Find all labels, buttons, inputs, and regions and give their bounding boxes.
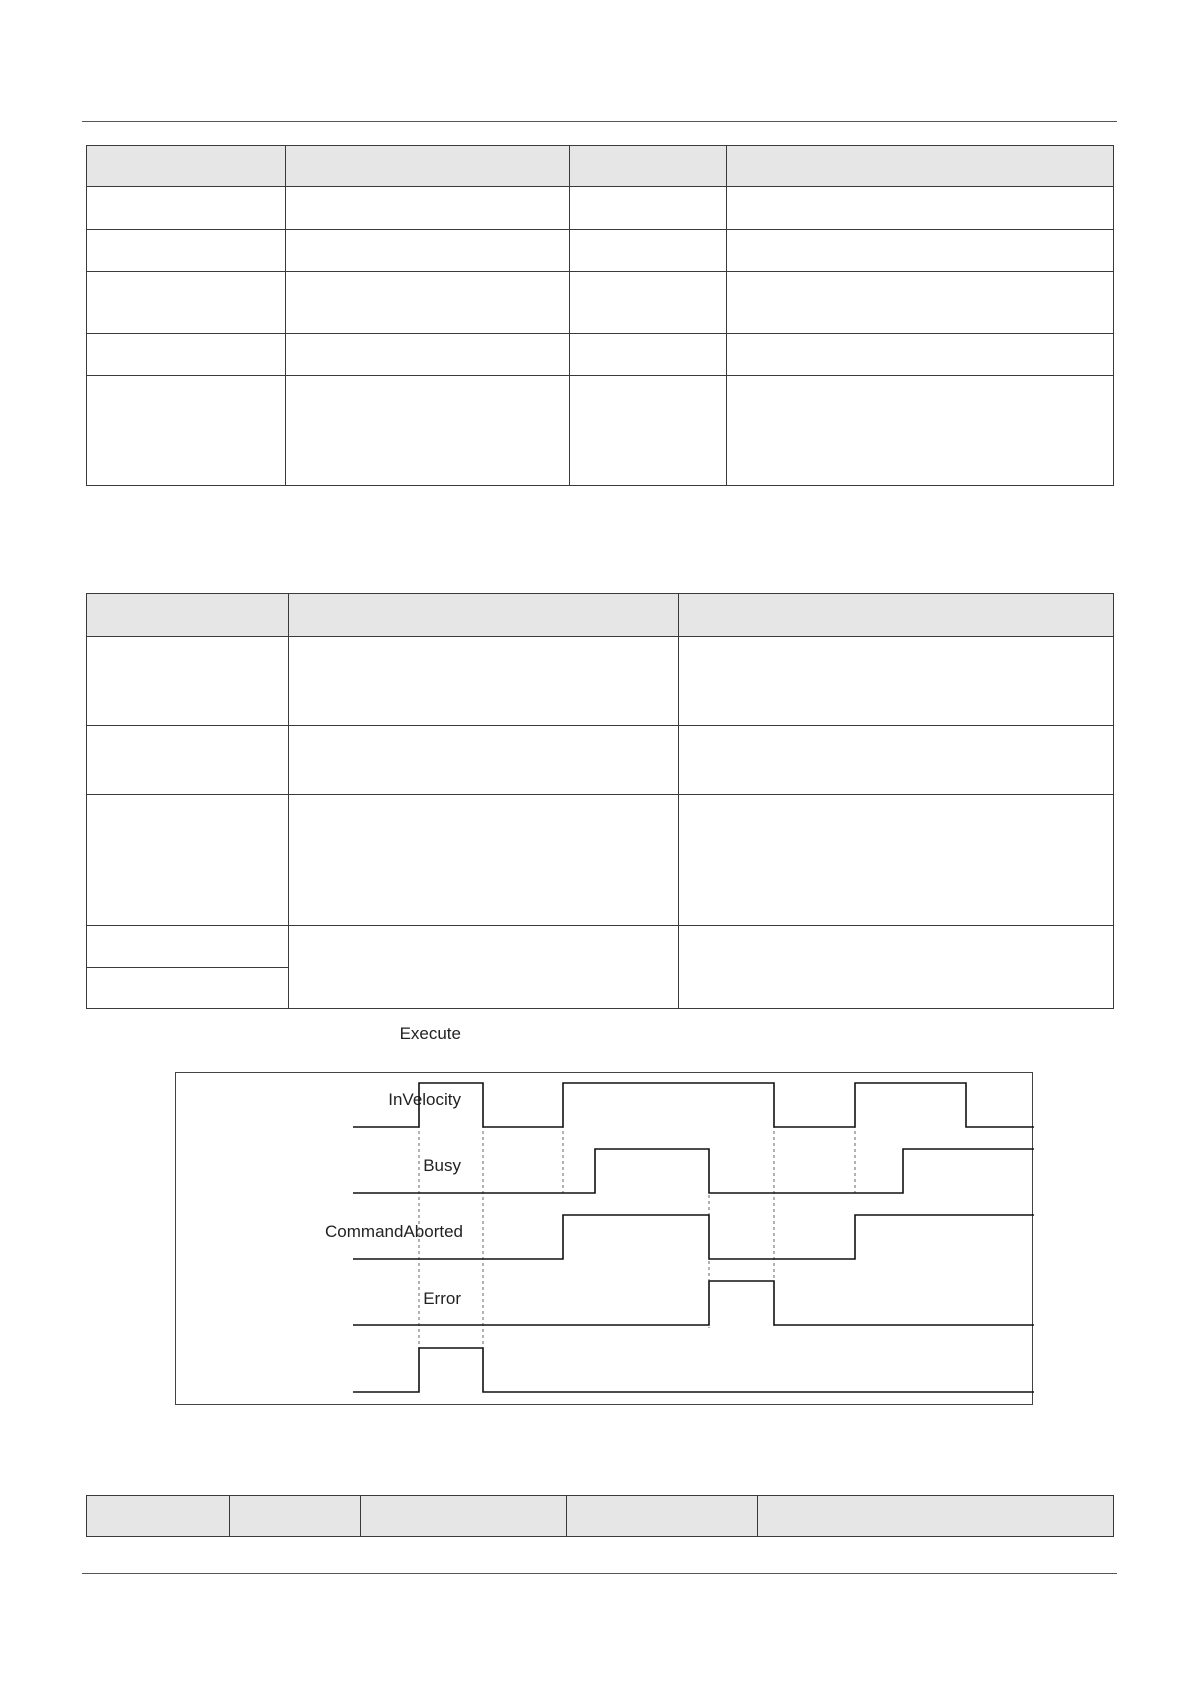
header-cell	[286, 146, 570, 187]
header-rule	[82, 121, 1117, 122]
table-row	[87, 230, 1114, 272]
header-cell	[570, 146, 727, 187]
table-row	[87, 272, 1114, 334]
table-header-row	[87, 1496, 1114, 1537]
table-header-row	[87, 146, 1114, 187]
signal-label-commandaborted: CommandAborted	[325, 1222, 463, 1241]
table-row	[87, 926, 1114, 968]
table-row	[87, 334, 1114, 376]
bottom-table	[86, 1495, 1114, 1537]
waveform-error	[353, 1348, 1034, 1392]
merged-cell	[289, 926, 679, 1009]
signal-label-execute: Execute	[399, 1024, 461, 1043]
header-cell	[727, 146, 1114, 187]
waveform-busy	[353, 1215, 1034, 1259]
timing-diagram	[175, 1024, 1033, 1405]
table-row	[87, 637, 1114, 726]
waveform-execute	[353, 1083, 1034, 1127]
table-header-row	[87, 594, 1114, 637]
waveform-invelocity	[353, 1149, 1034, 1193]
timing-waveforms	[176, 1073, 1034, 1406]
signal-label-busy: Busy	[423, 1156, 461, 1175]
table-row	[87, 795, 1114, 926]
table-row	[87, 187, 1114, 230]
table-row	[87, 376, 1114, 486]
signal-label-invelocity: InVelocity	[388, 1090, 461, 1109]
footer-rule	[82, 1573, 1117, 1574]
waveform-commandaborted	[353, 1281, 1034, 1325]
header-cell	[87, 146, 286, 187]
parameters-table	[86, 145, 1114, 486]
timing-guides	[419, 1083, 855, 1393]
signal-label-error: Error	[423, 1289, 461, 1308]
outputs-table	[86, 593, 1114, 1009]
merged-cell	[679, 926, 1114, 1009]
table-row	[87, 726, 1114, 795]
